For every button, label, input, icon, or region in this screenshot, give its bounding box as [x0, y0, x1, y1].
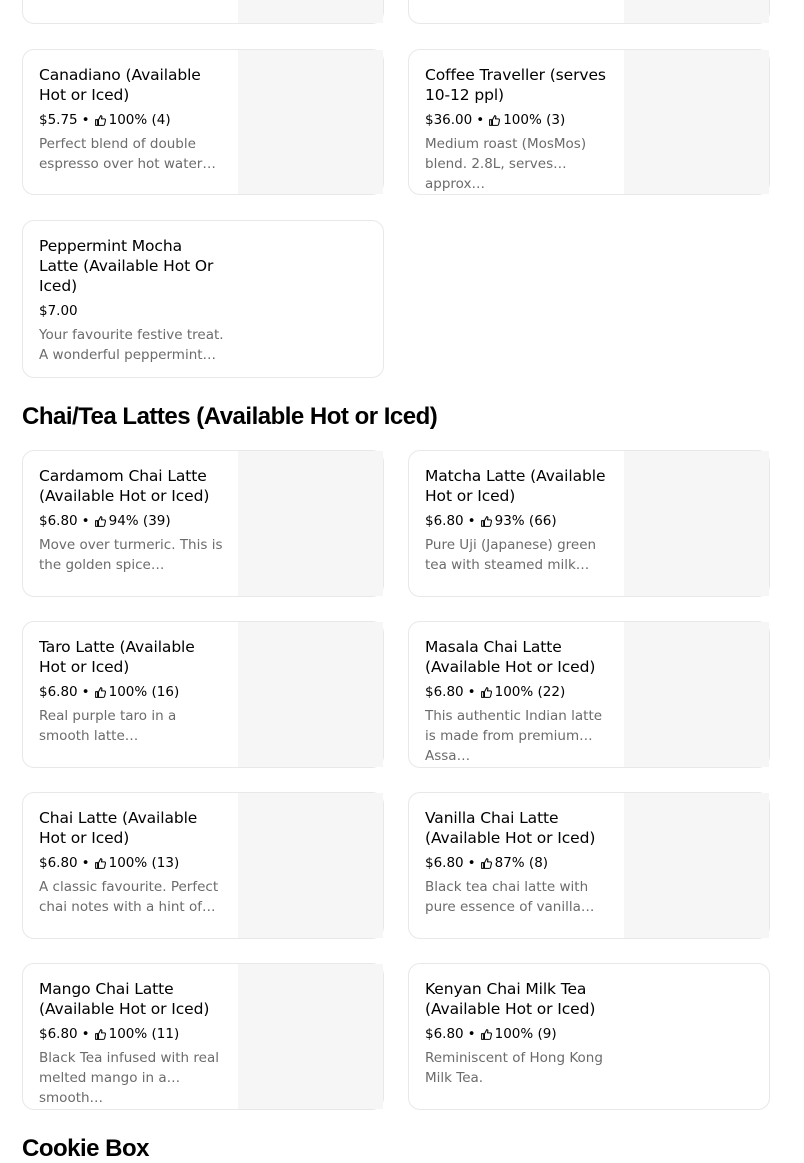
item-price: $7.00 — [39, 303, 78, 319]
item-image-placeholder — [624, 451, 769, 596]
item-description: Your favourite festive treat. A wonderful peppermint… — [39, 327, 224, 363]
item-price: $6.80 — [425, 684, 464, 700]
item-price: $6.80 — [39, 855, 78, 871]
item-title: Taro Latte (Available Hot or Iced) — [39, 638, 195, 676]
item-meta — [39, 1024, 225, 1044]
item-meta — [39, 853, 225, 873]
menu-item-card-cardamom-chai-latte[interactable] — [22, 450, 384, 597]
separator-dot: • — [467, 855, 476, 871]
item-title: Peppermint Mocha Latte (Available Hot Or Iced) — [39, 237, 214, 295]
item-price: $6.80 — [425, 855, 464, 871]
item-rating: 93% (66) — [494, 513, 557, 529]
item-image-placeholder — [238, 0, 383, 23]
item-meta — [425, 682, 611, 702]
item-rating: 100% (16) — [108, 684, 180, 700]
menu-item-card-coffee-traveller[interactable] — [408, 49, 770, 195]
thumbs-up-icon — [480, 857, 493, 870]
item-rating: 100% (13) — [108, 855, 180, 871]
item-title: Chai Latte (Available Hot or Iced) — [39, 809, 198, 847]
item-price: $6.80 — [425, 513, 464, 529]
menu-item-card-matcha-latte[interactable] — [408, 450, 770, 597]
separator-dot: • — [467, 513, 476, 529]
thumbs-up-icon — [94, 114, 107, 127]
thumbs-up-icon — [480, 1028, 493, 1041]
item-description: This authentic Indian latte is made from premium Assa… — [425, 708, 603, 764]
item-meta — [39, 301, 225, 321]
separator-dot: • — [81, 112, 90, 128]
item-price: $6.80 — [425, 1026, 464, 1042]
item-image-placeholder — [238, 793, 383, 938]
item-description: Perfect blend of double espresso over hot water… — [39, 136, 216, 172]
thumbs-up-icon — [94, 686, 107, 699]
item-image-placeholder — [624, 622, 769, 767]
thumbs-up-icon — [480, 515, 493, 528]
item-title: Cardamom Chai Latte (Available Hot or Iced) — [39, 467, 210, 505]
item-meta — [425, 110, 611, 130]
menu-item-card-masala-chai-latte[interactable] — [408, 621, 770, 768]
separator-dot: • — [476, 112, 485, 128]
item-rating: 100% (22) — [494, 684, 566, 700]
thumbs-up-icon — [94, 1028, 107, 1041]
item-rating: 94% (39) — [108, 513, 171, 529]
separator-dot: • — [467, 684, 476, 700]
separator-dot: • — [81, 513, 90, 529]
item-rating: 100% (4) — [108, 112, 171, 128]
thumbs-up-icon — [94, 515, 107, 528]
item-price: $6.80 — [39, 1026, 78, 1042]
item-price: $6.80 — [39, 684, 78, 700]
separator-dot: • — [467, 1026, 476, 1042]
item-title: Mango Chai Latte (Available Hot or Iced) — [39, 980, 210, 1018]
separator-dot: • — [81, 855, 90, 871]
item-rating: 100% (9) — [494, 1026, 557, 1042]
item-description: Medium roast (MosMos) blend. 2.8L, serves approx… — [425, 136, 587, 192]
item-description: Black tea chai latte with pure essence of vanilla… — [425, 879, 595, 915]
menu-item-card-partial-left[interactable] — [22, 0, 384, 24]
section-title-chai-tea-lattes: Chai/Tea Lattes (Available Hot or Iced) — [22, 403, 438, 430]
item-image-placeholder — [238, 50, 383, 194]
item-rating: 87% (8) — [494, 855, 549, 871]
section-title-cookie-box: Cookie Box — [22, 1135, 150, 1162]
item-title: Vanilla Chai Latte (Available Hot or Iced) — [425, 809, 596, 847]
menu-item-card-partial-right[interactable] — [408, 0, 770, 24]
item-title: Canadiano (Available Hot or Iced) — [39, 66, 201, 104]
item-description: Black Tea infused with real melted mango in a smooth… — [39, 1050, 219, 1106]
item-image-placeholder — [624, 50, 769, 194]
item-title: Masala Chai Latte (Available Hot or Iced) — [425, 638, 596, 676]
thumbs-up-icon — [488, 114, 501, 127]
item-image-placeholder — [238, 451, 383, 596]
item-price: $36.00 — [425, 112, 473, 128]
item-title: Coffee Traveller (serves 10-12 ppl) — [425, 66, 606, 104]
item-description: Pure Uji (Japanese) green tea with steamed milk… — [425, 537, 597, 573]
item-description: Real purple taro in a smooth latte… — [39, 708, 177, 744]
item-image-placeholder — [238, 622, 383, 767]
menu-item-card-taro-latte[interactable] — [22, 621, 384, 768]
item-meta — [39, 511, 225, 531]
menu-item-card-mango-chai-latte[interactable] — [22, 963, 384, 1110]
item-image-placeholder — [238, 964, 383, 1109]
item-price: $6.80 — [39, 513, 78, 529]
item-description: Reminiscent of Hong Kong Milk Tea. — [425, 1050, 603, 1086]
item-meta — [39, 682, 225, 702]
item-rating: 100% (11) — [108, 1026, 180, 1042]
item-description: Move over turmeric. This is the golden spice… — [39, 537, 223, 573]
thumbs-up-icon — [94, 857, 107, 870]
item-meta — [425, 853, 611, 873]
item-meta — [425, 1024, 611, 1044]
item-meta — [425, 511, 611, 531]
separator-dot: • — [81, 684, 90, 700]
item-image-placeholder — [624, 0, 769, 23]
item-rating: 100% (3) — [503, 112, 566, 128]
menu-item-card-peppermint-mocha[interactable] — [22, 220, 384, 378]
menu-item-card-vanilla-chai-latte[interactable] — [408, 792, 770, 939]
menu-item-card-chai-latte[interactable] — [22, 792, 384, 939]
thumbs-up-icon — [480, 686, 493, 699]
menu-item-card-kenyan-chai-milk-tea[interactable] — [408, 963, 770, 1110]
item-title: Kenyan Chai Milk Tea (Available Hot or Iced) — [425, 980, 596, 1018]
separator-dot: • — [81, 1026, 90, 1042]
item-price: $5.75 — [39, 112, 78, 128]
item-meta — [39, 110, 225, 130]
menu-item-card-canadiano[interactable] — [22, 49, 384, 195]
item-image-placeholder — [624, 793, 769, 938]
item-title: Matcha Latte (Available Hot or Iced) — [425, 467, 606, 505]
item-description: A classic favourite. Perfect chai notes with a hint of… — [39, 879, 219, 915]
